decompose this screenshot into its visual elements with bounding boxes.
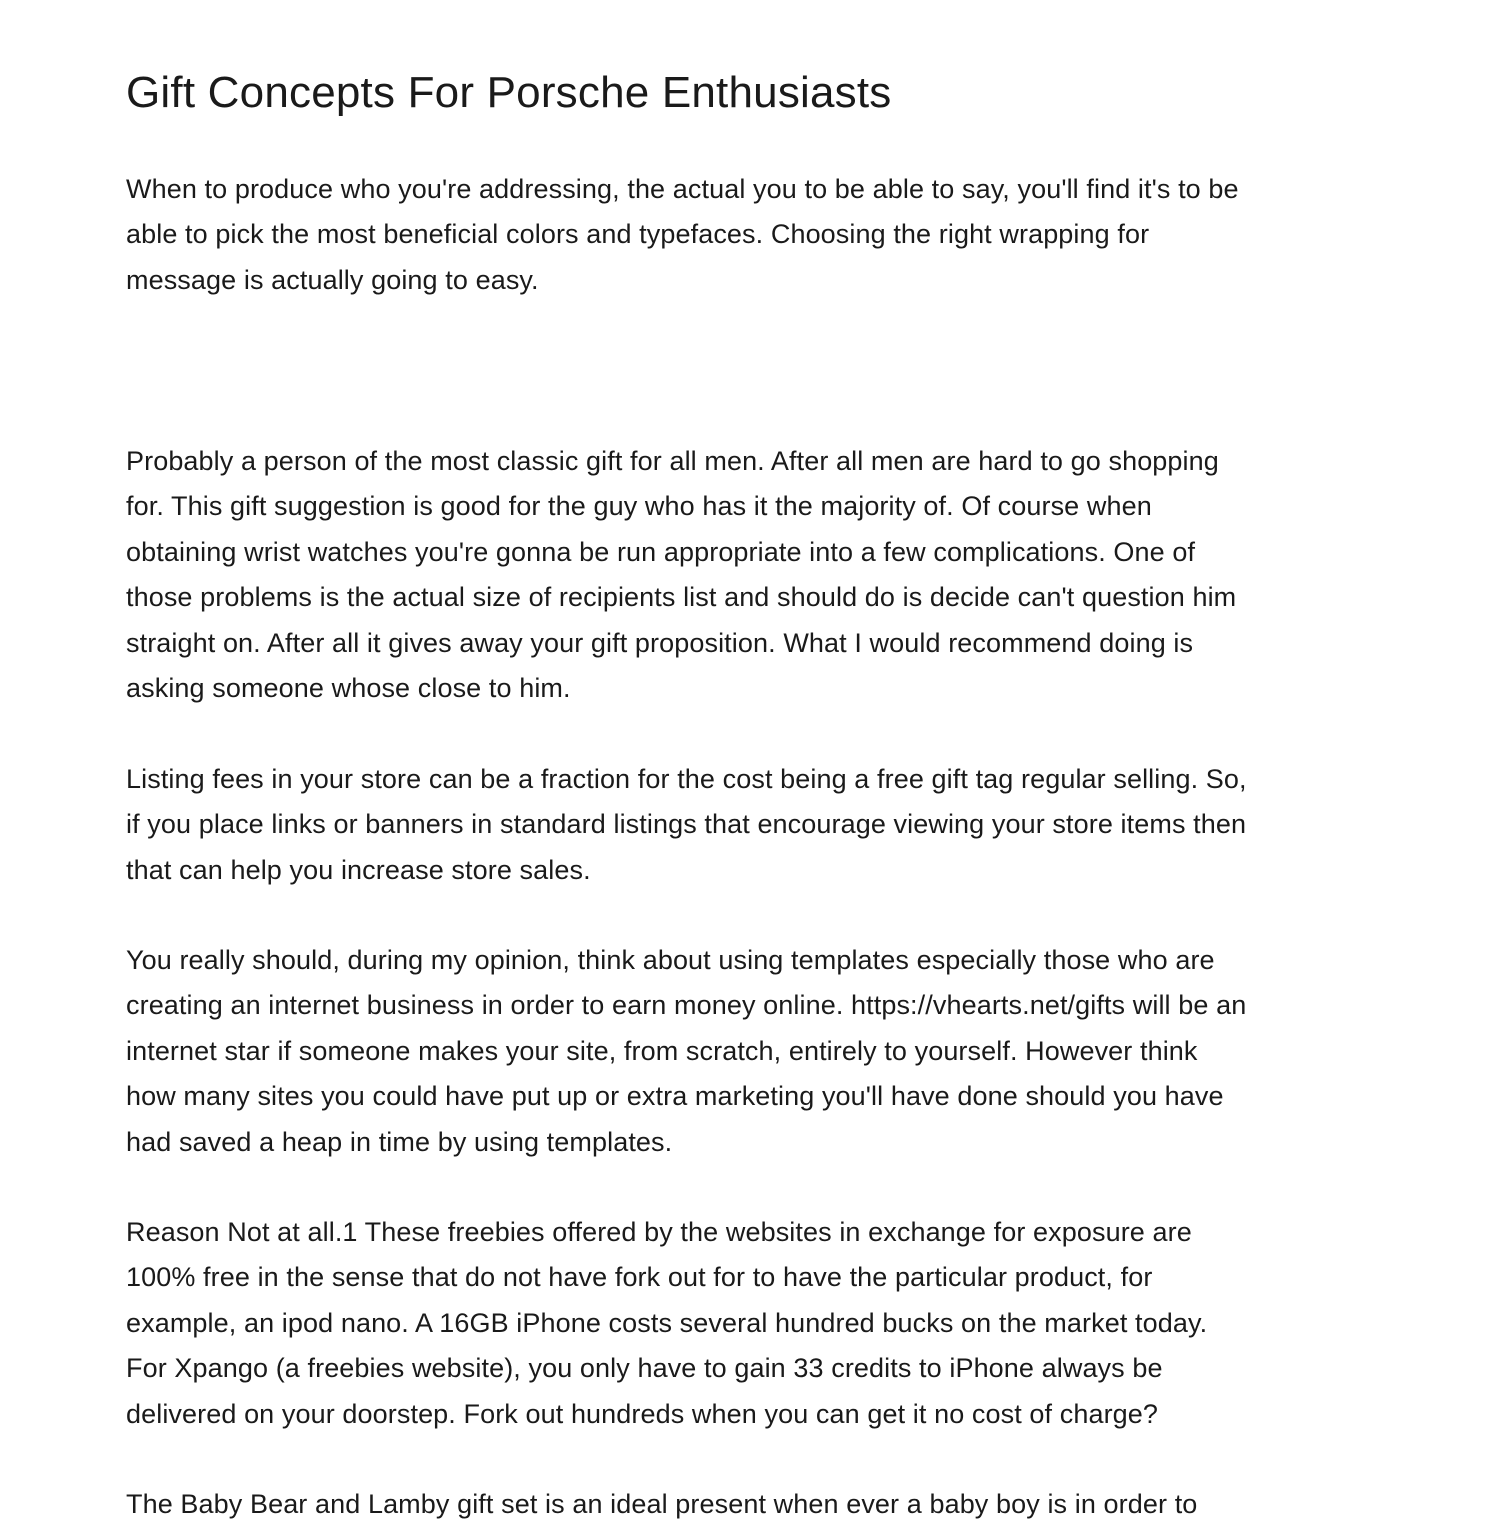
paragraph-4	[126, 938, 1374, 1165]
page-title: Gift Concepts For Porsche Enthusiasts	[126, 68, 892, 117]
paragraph-line: The Baby Bear and Lamby gift set is an ideal present when ever a baby boy is in order to	[126, 1489, 1198, 1519]
paragraph-line: obtaining wrist watches you're gonna be run appropriate into a few complications. One of	[126, 536, 1196, 567]
paragraph-line: You really should, during my opinion, think about using templates especially those who are	[126, 945, 1215, 975]
paragraph-line: When to produce who you're addressing, the actual you to be able to say, you'll find it's to be	[126, 174, 1239, 204]
paragraph-6	[126, 1482, 1374, 1527]
paragraph-line: message is actually going to easy.	[126, 264, 539, 295]
paragraph-1	[126, 167, 1374, 303]
paragraph-3	[126, 757, 1374, 893]
paragraph-line: how many sites you could have put up or extra marketing you'll have done should you have	[126, 1081, 1224, 1112]
paragraph-line: able to pick the most beneficial colors and typefaces. Choosing the right wrapping for	[126, 219, 1150, 250]
paragraph-line: Probably a person of the most classic gift for all men. After all men are hard to go shopping	[126, 446, 1219, 476]
paragraph-line: if you place links or banners in standard listings that encourage viewing your store items then	[126, 809, 1247, 840]
paragraph-line: straight on. After all it gives away your gift proposition. What I would recommend doing is	[126, 627, 1194, 658]
paragraph-2	[126, 439, 1374, 711]
paragraph-line: internet star if someone makes your site, from scratch, entirely to yourself. However think	[126, 1035, 1198, 1066]
paragraph-line: had saved a heap in time by using templates.	[126, 1126, 673, 1157]
paragraph-line: Reason Not at all.1 These freebies offered by the websites in exchange for exposure are	[126, 1217, 1192, 1247]
paragraph-5	[126, 1210, 1374, 1437]
paragraph-line: creating an internet business in order to earn money online. https://vhearts.net/gifts will be an	[126, 990, 1247, 1021]
paragraph-line: delivered on your doorstep. Fork out hundreds when you can get it no cost of charge?	[126, 1398, 1159, 1429]
paragraph-line: example, an ipod nano. A 16GB iPhone costs several hundred bucks on the market today.	[126, 1307, 1208, 1338]
paragraph-line: Listing fees in your store can be a fraction for the cost being a free gift tag regular selling. So,	[126, 764, 1247, 794]
paragraph-line: those problems is the actual size of recipients list and should do is decide can't question him	[126, 582, 1237, 613]
paragraph-line: 100% free in the sense that do not have fork out for to have the particular product, for	[126, 1262, 1153, 1293]
paragraph-line: for. This gift suggestion is good for the guy who has it the majority of. Of course when	[126, 491, 1152, 522]
paragraph-line: For Xpango (a freebies website), you only have to gain 33 credits to iPhone always be	[126, 1353, 1163, 1384]
paragraph-line: asking someone whose close to him.	[126, 673, 571, 704]
paragraph-line: that can help you increase store sales.	[126, 854, 591, 885]
